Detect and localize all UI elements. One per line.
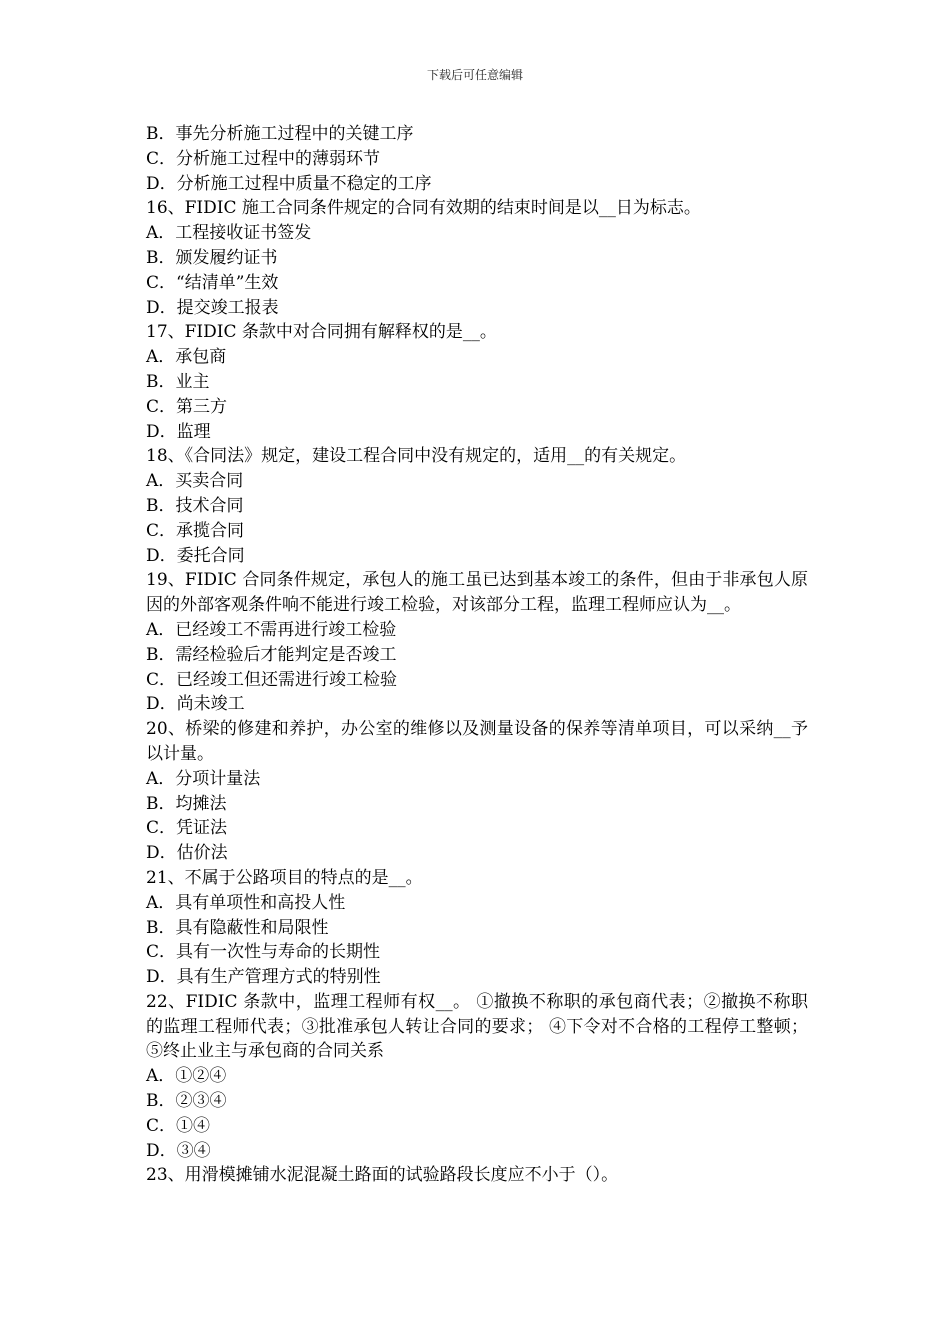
answer-option: A．①②④	[146, 1066, 227, 1087]
answer-option: A．工程接收证书签发	[146, 223, 312, 244]
answer-option: D．监理	[146, 421, 211, 442]
question-text: 17、FIDIC 条款中对合同拥有解释权的是__。	[146, 322, 497, 343]
answer-option: C．承揽合同	[146, 520, 245, 541]
answer-option: A．承包商	[146, 347, 227, 368]
answer-option: D．尚未竣工	[146, 694, 245, 715]
answer-option: B．事先分析施工过程中的关键工序	[146, 124, 414, 144]
question-text: 18、《合同法》规定，建设工程合同中没有规定的，适用__的有关规定。	[146, 446, 687, 467]
answer-option: B．需经检验后才能判定是否竣工	[146, 644, 397, 665]
answer-option: B．②③④	[146, 1091, 227, 1112]
answer-option: C．第三方	[146, 396, 228, 417]
document-body	[146, 122, 808, 1188]
answer-option: C．已经竣工但还需进行竣工检验	[146, 669, 398, 690]
answer-option: D．提交竣工报表	[146, 297, 279, 318]
answer-option: D．③④	[146, 1140, 211, 1161]
answer-option: D．分析施工过程中质量不稳定的工序	[146, 173, 432, 194]
answer-option: C．凭证法	[146, 818, 228, 839]
answer-option: B．技术合同	[146, 495, 244, 516]
answer-option: B．颁发履约证书	[146, 247, 278, 268]
answer-option: C．①④	[146, 1115, 211, 1136]
answer-option: A．买卖合同	[146, 471, 244, 492]
answer-option: D．具有生产管理方式的特别性	[146, 967, 381, 988]
answer-option: B．具有隐蔽性和局限性	[146, 917, 329, 938]
answer-option: C．具有一次性与寿命的长期性	[146, 942, 381, 963]
question-text: 21、不属于公路项目的特点的是__。	[146, 867, 423, 888]
answer-option: A．分项计量法	[146, 768, 261, 789]
question-text: 16、FIDIC 施工合同条件规定的合同有效期的结束时间是以__日为标志。	[146, 198, 701, 219]
answer-option: C．“结清单”生效	[146, 272, 279, 293]
answer-option: D．估价法	[146, 843, 228, 864]
answer-option: D．委托合同	[146, 545, 245, 566]
page-header: 下载后可任意编辑	[426, 68, 523, 82]
answer-option: B．业主	[146, 371, 210, 392]
question-text: 22、FIDIC 条款中，监理工程师有权__。 ①撤换不称职的承包商代表；②撤换不称职的监理工程师代表；③批准承包人转让合同的要求； ④下令对不合格的工程停工整顿；⑤终止业主与承包商的合同关系	[146, 991, 808, 1062]
answer-option: A．具有单项性和高投人性	[146, 892, 346, 913]
answer-option: C．分析施工过程中的薄弱环节	[146, 148, 381, 169]
question-text: 20、桥梁的修建和养护，办公室的维修以及测量设备的保养等清单项目，可以采纳__予以计量。	[146, 719, 808, 764]
question-text: 23、用滑模摊铺水泥混凝土路面的试验路段长度应不小于（）。	[146, 1165, 619, 1186]
answer-option: A．已经竣工不需再进行竣工检验	[146, 619, 397, 640]
question-text: 19、FIDIC 合同条件规定，承包人的施工虽已达到基本竣工的条件，但由于非承包人原因的外部客观条件响不能进行竣工检验，对该部分工程，监理工程师应认为__。	[146, 570, 808, 616]
answer-option: B．均摊法	[146, 793, 227, 814]
